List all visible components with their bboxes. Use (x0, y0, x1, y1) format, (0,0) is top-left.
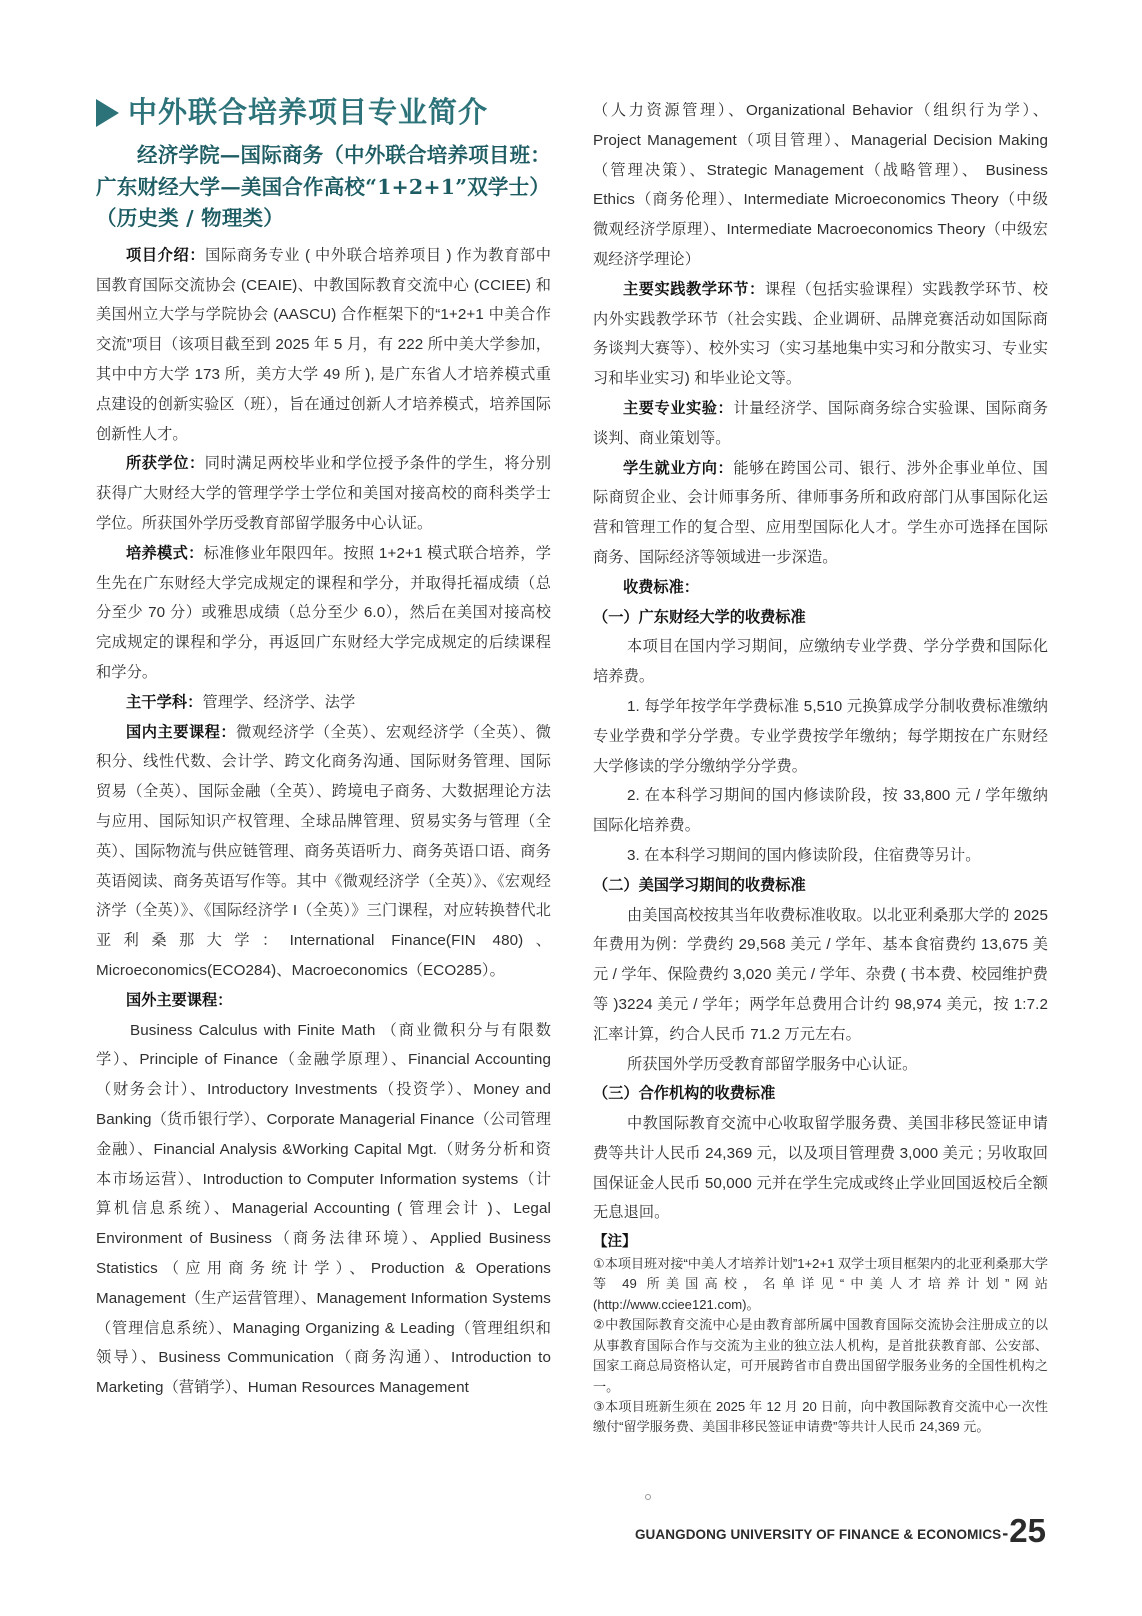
fees-paragraph-2-2: 所获国外学历受教育部留学服务中心认证。 (627, 1055, 918, 1073)
note-item-1: ①本项目班对接“中美人才培养计划”1+2+1 双学士项目框架内的北亚利桑那大学等 49 所美国高校，名单详见“中美人才培养计划”网站 (http://www.cciee121.com)。 (593, 1256, 1048, 1312)
paragraph-degree (96, 449, 551, 538)
label-intro: 项目介绍： (126, 246, 206, 264)
label-mode: 培养模式： (126, 544, 204, 562)
footer-page-number: 25 (1009, 1512, 1046, 1549)
two-column-layout (96, 96, 1048, 1496)
text-main-subjects: 管理学、经济学、法学 (202, 693, 356, 711)
footer-dash: - (1002, 1523, 1009, 1543)
note-item-2: ②中教国际教育交流中心是由教育部所属中国教育国际交流协会注册成立的以从事教育国际合作与交流为主业的独立法人机构，是首批获教育部、公安部、国家工商总局资格认定，可开展跨省市自费出国留学服务业务的全国性机构之一。 (593, 1317, 1048, 1394)
label-practice: 主要实践教学环节： (623, 280, 765, 298)
fees-paragraph-3-1: 中教国际教育交流中心收取留学服务费、美国非移民签证申请费等共计人民币 24,369 元，以及项目管理费 3,000 美元 ; 另收取回国保证金人民币 50,000 元并在学生完成或终止学业回国返校后全额无息退回。 (593, 1115, 1048, 1222)
text-employment: 能够在跨国公司、银行、涉外企事业单位、国际商贸企业、会计师事务所、律师事务所和政府部门从事国际化运营和管理工作的复合型、应用型国际化人才。学生亦可选择在国际商务、国际经济等领域进一步深造。 (593, 459, 1049, 566)
fees-paragraph-1-3: 2. 在本科学习期间的国内修读阶段，按 33,800 元 / 学年缴纳国际化培养费。 (593, 787, 1048, 835)
paragraph-practice (593, 275, 1048, 394)
fees-section-heading-1: （一）广东财经大学的收费标准 (593, 608, 806, 626)
text-practice: 课程（包括实验课程）实践教学环节、校内外实践教学环节（社会实践、企业调研、品牌竞赛活动如国际商务谈判大赛等）、校外实习（实习基地集中实习和分散实习、专业实习和毕业实习) 和毕业论文等。 (593, 280, 1048, 388)
fees-paragraph-1-4: 3. 在本科学习期间的国内修读阶段，住宿费等另计。 (627, 846, 981, 864)
right-column (593, 96, 1048, 1438)
label-domestic-courses: 国内主要课程： (126, 723, 237, 741)
label-employment: 学生就业方向： (623, 459, 734, 477)
footer-institution-name: GUANGDONG UNIVERSITY OF FINANCE & ECONOMICS (634, 1527, 1002, 1542)
paragraph-mode (96, 539, 551, 688)
paragraph-courses-continued: （人力资源管理）、Organizational Behavior（组织行为学）、Project Management（项目管理）、Managerial Decision Making（管理决策）、Strategic Management（战略管理）、 Business Ethics（商务伦理）、Intermediate Microeconomics Theory（中级微观经济学原理）、Intermediate Macroeconomics Theory（中级宏观经济学理论） (593, 102, 1048, 268)
text-experiments: 计量经济学、国际商务综合实验课、国际商务谈判、商业策划等。 (593, 399, 1049, 447)
label-experiments: 主要专业实验： (623, 399, 734, 417)
fees-paragraph-2-1: 由美国高校按其当年收费标准收取。以北亚利桑那大学的 2025 年费用为例：学费约 29,568 美元 / 学年、基本食宿费约 13,675 美元 / 学年、保险费约 3,020 美元 / 学年、杂费 ( 书本费、校园维护费等 )3224 美元 / 学年；两学年总费用合计约 98,974 美元，按 1:7.2 汇率计算，约合人民币 71.2 万元左右。 (593, 906, 1048, 1043)
section-title: 中外联合培养项目专业简介 (128, 95, 489, 129)
text-degree: 同时满足两校毕业和学位授予条件的学生，将分别获得广大财经大学的管理学学士学位和美国对接高校的商科类学士学位。所获国外学历受教育部留学服务中心认证。 (96, 455, 552, 532)
paragraph-domestic-courses (96, 718, 551, 986)
text-overseas-courses: Business Calculus with Finite Math （商业微积分与有限数学）、Principle of Finance（金融学原理）、Financial Accounting（财务会计）、Introductory Investments（投资学）、Money and Banking（货币银行学）、Corporate Managerial Finance（公司管理金融）、Financial Analysis &Working Capital Mgt.（财务分析和资本市场运营）、Introduction to Computer Information systems（计算机信息系统）、Managerial Accounting ( 管理会计 )、Legal Environment of Business（商务法律环境）、Applied Business Statistics（应用商务统计学）、Production & Operations Management（生产运营管理）、Management Information Systems（管理信息系统）、Managing Organizing & Leading（管理组织和领导）、Business Communication（商务沟通）、Introduction to Marketing（营销学）、Human Resources Management (96, 1021, 551, 1397)
fees-heading: 收费标准： (623, 578, 699, 596)
registration-mark (645, 1494, 651, 1500)
paragraph-main-subjects (96, 688, 551, 718)
paragraph-employment (593, 454, 1048, 573)
text-mode: 标准修业年限四年。按照 1+2+1 模式联合培养，学生先在广东财经大学完成规定的课程和学分，并取得托福成绩（总分至少 70 分）或雅思成绩（总分至少 6.0），然后在美国对接高校完成规定的课程和学分，再返回广东财经大学完成规定的后续课程和学分。 (96, 544, 552, 681)
fees-paragraph-1-1: 本项目在国内学习期间，应缴纳专业学费、学分学费和国际化培养费。 (593, 638, 1048, 686)
label-degree: 所获学位： (126, 455, 205, 473)
fees-section-heading-3: （三）合作机构的收费标准 (593, 1085, 776, 1103)
notes-title: 【注】 (593, 1234, 637, 1251)
page-footer (634, 1512, 1046, 1549)
fees-section-heading-2: （二）美国学习期间的收费标准 (593, 876, 806, 894)
section-heading (96, 96, 551, 129)
text-intro: 国际商务专业 ( 中外联合培养项目 ) 作为教育部中国教育国际交流协会 (CEAIE)、中教国际教育交流中心 (CCIEE) 和美国州立大学与学院协会 (AASCU) 合作框架下的“1+2+1 中美合作交流”项目（该项目截至到 2025 年 5 月，有 222 所中美大学参加，其中中方大学 173 所，美方大学 49 所 ), 是广东省人才培养模式重点建设的创新实验区（班），旨在通过创新人才培养模式，培养国际创新性人才。 (96, 246, 552, 443)
label-main-subjects: 主干学科： (126, 693, 203, 711)
note-item-3: ③本项目班新生须在 2025 年 12 月 20 日前，向中教国际教育交流中心一次性缴付“留学服务费、美国非移民签证申请费”等共计人民币 24,369 元。 (593, 1398, 1048, 1435)
left-column (96, 96, 551, 1403)
fees-paragraph-1-2: 1. 每学年按学年学费标准 5,510 元换算成学分制收费标准缴纳专业学费和学分学费。专业学费按学年缴纳；每学期按在广东财经大学修读的学分缴纳学分学费。 (593, 697, 1048, 775)
program-title: 经济学院—国际商务（中外联合培养项目班：广东财经大学—美国合作高校“1+2+1”双学士）（历史类 / 物理类） (96, 143, 551, 230)
text-domestic-courses: 微观经济学（全英）、宏观经济学（全英）、微积分、线性代数、会计学、跨文化商务沟通、国际财务管理、国际贸易（全英）、国际金融（全英）、跨境电子商务、大数据理论方法与应用、国际知识产权管理、全球品牌管理、贸易实务与管理（全英）、国际物流与供应链管理、商务英语听力、商务英语口语、商务英语阅读、商务英语写作等。其中《微观经济学（全英）》、《宏观经济学（全英）》、《国际经济学 I（全英）》三门课程，对应转换替代北亚利桑那大学：International Finance(FIN 480)、Microeconomics(ECO284)、Macroeconomics（ECO285）。 (96, 723, 552, 979)
label-overseas-courses: 国外主要课程： (126, 991, 233, 1009)
paragraph-experiments (593, 394, 1048, 454)
paragraph-intro (96, 241, 551, 450)
play-triangle-icon (96, 99, 119, 127)
